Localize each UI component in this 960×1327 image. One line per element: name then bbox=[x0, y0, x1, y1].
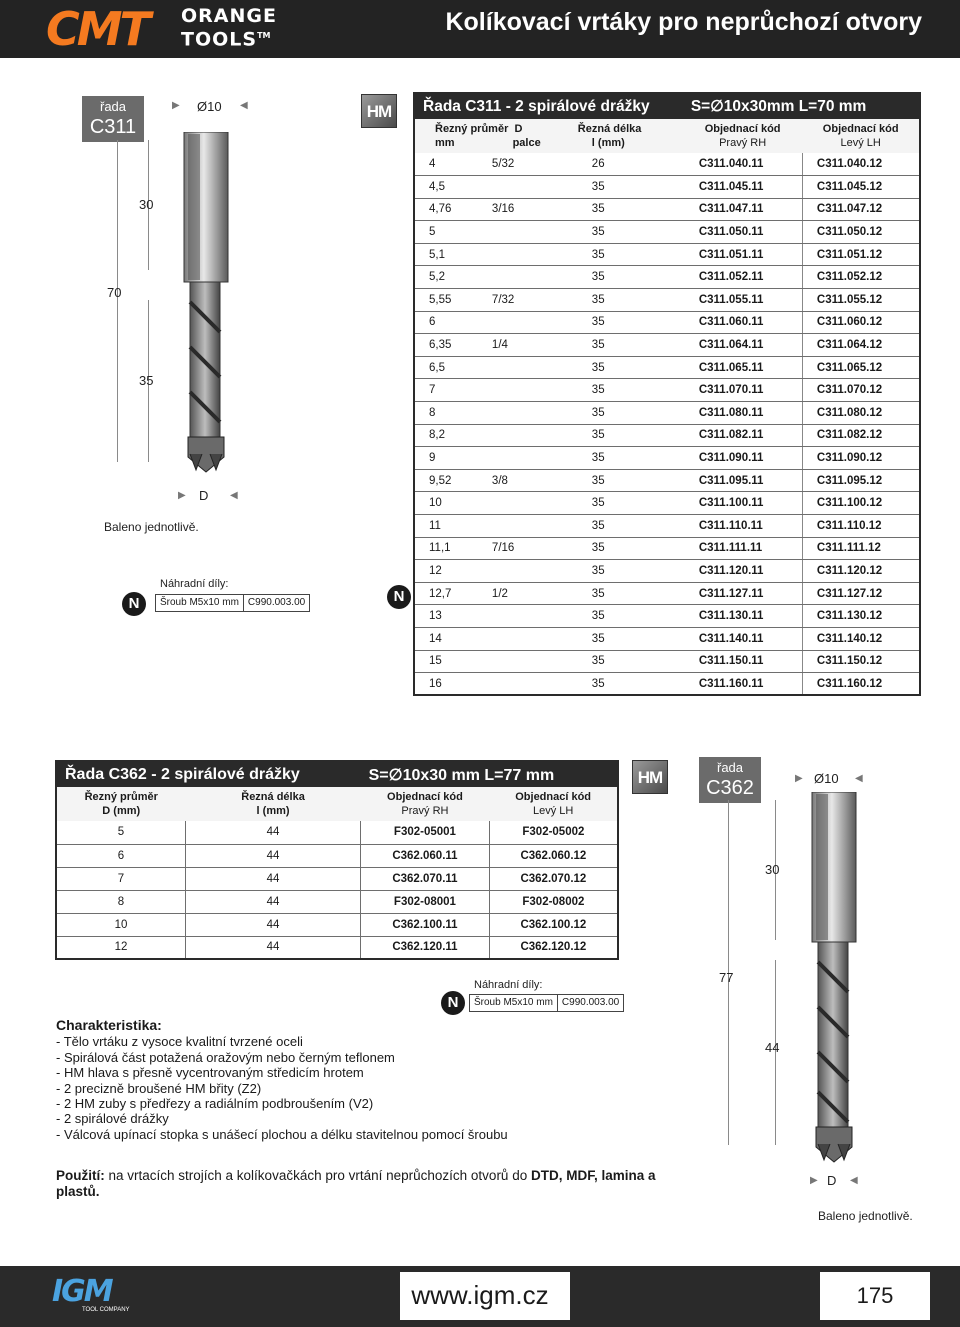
table-row bbox=[414, 424, 920, 447]
table-header-row bbox=[414, 119, 920, 153]
cell-code-lh: F302-08002 bbox=[489, 890, 618, 913]
cell-length: 35 bbox=[562, 582, 683, 605]
series-label: řada bbox=[716, 760, 744, 775]
cell-diameter-mm: 5,55 bbox=[414, 289, 484, 312]
table-row bbox=[56, 890, 618, 913]
cell-diameter-mm: 7 bbox=[414, 379, 484, 402]
brand-tm: TM bbox=[257, 31, 271, 40]
cell-code-lh: F302-05002 bbox=[489, 821, 618, 844]
characteristics-item: - 2 precizně broušené HM břity (Z2) bbox=[56, 1080, 262, 1096]
c362-spare-part-row bbox=[469, 994, 624, 1012]
cell-code-rh: C311.050.11 bbox=[683, 221, 803, 244]
cell-code-rh: C311.051.11 bbox=[683, 243, 803, 266]
table-row bbox=[414, 469, 920, 492]
cell-length: 35 bbox=[562, 379, 683, 402]
cell-code-rh: C311.127.11 bbox=[683, 582, 803, 605]
c311-series-box bbox=[82, 96, 144, 142]
table-row bbox=[56, 936, 618, 959]
cell-code-lh: C311.110.12 bbox=[802, 515, 920, 538]
cell-length: 35 bbox=[562, 673, 683, 696]
col-header-diameter: Řezný průměr D mm palce bbox=[414, 119, 562, 153]
series-code: C311 bbox=[89, 116, 137, 138]
col-header-lh: Objednací kód Levý LH bbox=[489, 787, 618, 821]
table-row bbox=[56, 867, 618, 890]
page-number: 175 bbox=[820, 1272, 930, 1320]
cell-code-rh: C311.065.11 bbox=[683, 356, 803, 379]
cell-code-rh: F302-08001 bbox=[361, 890, 490, 913]
c362-table bbox=[55, 760, 619, 960]
c311-packaging-note: Baleno jednotlivě. bbox=[104, 520, 199, 534]
table-row bbox=[414, 515, 920, 538]
cell-diameter-inch bbox=[484, 515, 562, 538]
cell-code-rh: C311.040.11 bbox=[683, 153, 803, 176]
col-header-length: Řezná délka l (mm) bbox=[185, 787, 360, 821]
cell-code-lh: C311.065.12 bbox=[802, 356, 920, 379]
cell-code-lh: C311.040.12 bbox=[802, 153, 920, 176]
cell-diameter-inch bbox=[484, 673, 562, 696]
cell-length: 44 bbox=[185, 867, 360, 890]
table-title-row bbox=[414, 93, 920, 119]
c362-series-box bbox=[699, 757, 761, 803]
cell-diameter-inch bbox=[484, 492, 562, 515]
cell-diameter-mm: 11 bbox=[414, 515, 484, 538]
cell-length: 35 bbox=[562, 605, 683, 628]
cell-code-rh: C311.064.11 bbox=[683, 334, 803, 357]
cell-length: 35 bbox=[562, 402, 683, 425]
c362-shank-diameter: Ø10 bbox=[814, 771, 839, 786]
cell-diameter-inch: 5/32 bbox=[484, 153, 562, 176]
c311-dim-d: D bbox=[199, 488, 209, 503]
cell-diameter-inch bbox=[484, 311, 562, 334]
c362-dim-77: 77 bbox=[719, 970, 734, 985]
table-row bbox=[56, 821, 618, 844]
series-label: řada bbox=[99, 99, 127, 114]
cell-diameter-inch bbox=[484, 379, 562, 402]
cell-code-lh: C311.080.12 bbox=[802, 402, 920, 425]
cell-code-lh: C311.082.12 bbox=[802, 424, 920, 447]
cell-code-rh: C311.090.11 bbox=[683, 447, 803, 470]
cell-code-lh: C311.045.12 bbox=[802, 176, 920, 199]
n-icon: N bbox=[441, 991, 465, 1015]
website-link[interactable]: www.igm.cz bbox=[411, 1280, 549, 1310]
cell-diameter-inch: 7/32 bbox=[484, 289, 562, 312]
cell-length: 44 bbox=[185, 821, 360, 844]
table-row bbox=[56, 844, 618, 867]
arrow-right-icon: ▶ bbox=[810, 1175, 818, 1186]
cell-diameter-mm: 11,1 bbox=[414, 537, 484, 560]
table-row bbox=[414, 627, 920, 650]
hm-logo: HM bbox=[361, 94, 397, 128]
cell-length: 35 bbox=[562, 469, 683, 492]
cell-diameter-inch: 3/8 bbox=[484, 469, 562, 492]
c362-spare-parts-label: Náhradní díly: bbox=[474, 979, 543, 991]
cell-code-rh: C311.160.11 bbox=[683, 673, 803, 696]
cell-diameter: 5 bbox=[56, 821, 185, 844]
table-spec: S=∅10x30 mm L=77 mm bbox=[361, 761, 618, 787]
usage-text: na vrtacích strojích a kolíkovačkách pro vrtání neprůchozích otvorů do bbox=[104, 1168, 531, 1183]
c311-dim-30: 30 bbox=[139, 197, 154, 212]
table-row bbox=[414, 221, 920, 244]
c362-dim-d: D bbox=[827, 1173, 837, 1188]
arrow-left-icon: ◀ bbox=[855, 773, 863, 784]
table-row bbox=[414, 289, 920, 312]
c362-packaging-note: Baleno jednotlivě. bbox=[818, 1209, 913, 1223]
cell-diameter: 7 bbox=[56, 867, 185, 890]
table-row bbox=[414, 243, 920, 266]
col-header-length: Řezná délka l (mm) bbox=[562, 119, 683, 153]
c362-drill-image bbox=[806, 792, 862, 1167]
cell-diameter-mm: 4,5 bbox=[414, 176, 484, 199]
c311-dim-70: 70 bbox=[107, 285, 122, 300]
cell-diameter-mm: 12 bbox=[414, 560, 484, 583]
usage-label: Použití: bbox=[56, 1168, 105, 1183]
cell-diameter-mm: 15 bbox=[414, 650, 484, 673]
cell-code-lh: C362.100.12 bbox=[489, 913, 618, 936]
cell-diameter-mm: 8,2 bbox=[414, 424, 484, 447]
cell-length: 35 bbox=[562, 176, 683, 199]
cell-code-lh: C311.064.12 bbox=[802, 334, 920, 357]
cell-code-rh: C311.047.11 bbox=[683, 198, 803, 221]
cell-diameter: 6 bbox=[56, 844, 185, 867]
characteristics-title: Charakteristika: bbox=[56, 1017, 162, 1033]
cell-code-lh: C362.070.12 bbox=[489, 867, 618, 890]
table-row bbox=[414, 402, 920, 425]
cell-code-rh: C311.060.11 bbox=[683, 311, 803, 334]
table-row bbox=[414, 560, 920, 583]
cell-diameter-inch bbox=[484, 243, 562, 266]
table-row bbox=[414, 605, 920, 628]
table-row bbox=[414, 650, 920, 673]
cell-code-rh: C311.100.11 bbox=[683, 492, 803, 515]
cell-length: 35 bbox=[562, 243, 683, 266]
cell-diameter-inch bbox=[484, 424, 562, 447]
cell-code-lh: C311.095.12 bbox=[802, 469, 920, 492]
cell-code-lh: C311.047.12 bbox=[802, 198, 920, 221]
col-header-rh: Objednací kód Pravý RH bbox=[683, 119, 803, 153]
cell-diameter-inch bbox=[484, 605, 562, 628]
cell-diameter-inch bbox=[484, 447, 562, 470]
cell-diameter-mm: 6 bbox=[414, 311, 484, 334]
cell-code-rh: C311.082.11 bbox=[683, 424, 803, 447]
table-title: Řada C311 - 2 spirálové drážky bbox=[414, 93, 683, 119]
n-icon: N bbox=[387, 585, 411, 609]
n-icon: N bbox=[122, 592, 146, 616]
cell-diameter-inch: 3/16 bbox=[484, 198, 562, 221]
cell-diameter-mm: 4 bbox=[414, 153, 484, 176]
cell-diameter-inch bbox=[484, 402, 562, 425]
cell-length: 35 bbox=[562, 650, 683, 673]
cell-length: 35 bbox=[562, 627, 683, 650]
brand-line-1: ORANGE bbox=[181, 5, 277, 27]
cell-code-lh: C311.111.12 bbox=[802, 537, 920, 560]
cell-code-lh: C311.100.12 bbox=[802, 492, 920, 515]
cell-code-lh: C311.160.12 bbox=[802, 673, 920, 696]
characteristics-item: - 2 spirálové drážky bbox=[56, 1111, 169, 1127]
cell-length: 35 bbox=[562, 289, 683, 312]
cell-code-lh: C311.052.12 bbox=[802, 266, 920, 289]
cell-length: 35 bbox=[562, 198, 683, 221]
cell-length: 44 bbox=[185, 913, 360, 936]
hm-logo: HM bbox=[632, 760, 668, 794]
cell-length: 35 bbox=[562, 334, 683, 357]
cell-length: 35 bbox=[562, 221, 683, 244]
cell-diameter-inch bbox=[484, 266, 562, 289]
cell-diameter-mm: 10 bbox=[414, 492, 484, 515]
arrow-right-icon: ▶ bbox=[178, 490, 186, 501]
characteristics-item: - HM hlava s přesně vycentrovaným středicím hrotem bbox=[56, 1065, 364, 1081]
spare-part-code: C990.003.00 bbox=[243, 595, 309, 611]
cell-diameter-mm: 16 bbox=[414, 673, 484, 696]
usage-materials: DTD, MDF, lamina a plastů. bbox=[56, 1168, 656, 1199]
cell-diameter-mm: 6,5 bbox=[414, 356, 484, 379]
orange-tools-logo bbox=[181, 6, 277, 49]
characteristics-item: - Spirálová část potažená oražovým nebo černým teflonem bbox=[56, 1049, 395, 1065]
page-title: Kolíkovací vrtáky pro neprůchozí otvory bbox=[445, 8, 922, 36]
arrow-left-icon: ◀ bbox=[850, 1175, 858, 1186]
cell-length: 44 bbox=[185, 936, 360, 959]
table-row bbox=[56, 913, 618, 936]
cell-code-lh: C311.070.12 bbox=[802, 379, 920, 402]
cell-diameter-inch bbox=[484, 221, 562, 244]
cell-code-lh: C311.060.12 bbox=[802, 311, 920, 334]
table-row bbox=[414, 537, 920, 560]
arrow-left-icon: ◀ bbox=[230, 490, 238, 501]
cell-length: 35 bbox=[562, 356, 683, 379]
cell-length: 35 bbox=[562, 492, 683, 515]
cell-diameter-inch bbox=[484, 560, 562, 583]
cell-code-rh: C362.070.11 bbox=[361, 867, 490, 890]
cell-code-lh: C311.090.12 bbox=[802, 447, 920, 470]
characteristics-item: - 2 HM zuby s předřezy a radiálním podbroušením (V2) bbox=[56, 1096, 374, 1112]
cell-length: 26 bbox=[562, 153, 683, 176]
characteristics-item: - Válcová upínací stopka s unášecí plochou a délku stavitelnou pomocí šroubu bbox=[56, 1126, 508, 1142]
c311-dim-line-70 bbox=[117, 140, 118, 462]
cell-length: 35 bbox=[562, 311, 683, 334]
table-row bbox=[414, 266, 920, 289]
cell-diameter: 8 bbox=[56, 890, 185, 913]
table-row bbox=[414, 176, 920, 199]
table-row bbox=[414, 334, 920, 357]
c311-shank-diameter: Ø10 bbox=[197, 99, 222, 114]
cell-diameter-mm: 5,2 bbox=[414, 266, 484, 289]
c311-spare-parts-label: Náhradní díly: bbox=[160, 578, 229, 590]
cell-diameter-mm: 6,35 bbox=[414, 334, 484, 357]
cell-length: 35 bbox=[562, 560, 683, 583]
cell-diameter-mm: 14 bbox=[414, 627, 484, 650]
table-row bbox=[414, 492, 920, 515]
cell-code-lh: C362.120.12 bbox=[489, 936, 618, 959]
spare-part-item: Šroub M5x10 mm bbox=[160, 597, 239, 608]
cell-code-rh: C311.111.11 bbox=[683, 537, 803, 560]
cell-diameter-mm: 9,52 bbox=[414, 469, 484, 492]
series-code: C362 bbox=[706, 777, 754, 799]
cell-code-lh: C311.150.12 bbox=[802, 650, 920, 673]
cell-code-rh: C311.110.11 bbox=[683, 515, 803, 538]
cell-code-rh: C362.100.11 bbox=[361, 913, 490, 936]
cell-length: 35 bbox=[562, 515, 683, 538]
cell-diameter-inch bbox=[484, 627, 562, 650]
table-row bbox=[414, 673, 920, 696]
cell-code-rh: C311.140.11 bbox=[683, 627, 803, 650]
cell-code-lh: C311.050.12 bbox=[802, 221, 920, 244]
cell-diameter-mm: 12,7 bbox=[414, 582, 484, 605]
cell-length: 44 bbox=[185, 844, 360, 867]
cell-diameter: 12 bbox=[56, 936, 185, 959]
table-title-row bbox=[56, 761, 618, 787]
table-row bbox=[414, 153, 920, 176]
cell-code-rh: C311.055.11 bbox=[683, 289, 803, 312]
cell-code-lh: C311.130.12 bbox=[802, 605, 920, 628]
col-header-diameter: Řezný průměr D (mm) bbox=[56, 787, 185, 821]
c311-drill-image bbox=[178, 132, 234, 477]
arrow-right-icon: ▶ bbox=[172, 100, 180, 111]
cell-length: 35 bbox=[562, 266, 683, 289]
cell-code-rh: C311.070.11 bbox=[683, 379, 803, 402]
cell-code-rh: C311.120.11 bbox=[683, 560, 803, 583]
header-bar bbox=[0, 0, 960, 58]
cell-diameter-inch bbox=[484, 356, 562, 379]
cell-diameter-mm: 5 bbox=[414, 221, 484, 244]
cmt-logo: CMT bbox=[46, 2, 148, 56]
cell-code-lh: C311.120.12 bbox=[802, 560, 920, 583]
cell-diameter-inch bbox=[484, 650, 562, 673]
cell-length: 35 bbox=[562, 537, 683, 560]
spare-part-code: C990.003.00 bbox=[557, 995, 623, 1011]
characteristics-item: - Tělo vrtáku z vysoce kvalitní tvrzené oceli bbox=[56, 1034, 303, 1050]
cell-code-rh: C311.095.11 bbox=[683, 469, 803, 492]
col-header-rh: Objednací kód Pravý RH bbox=[361, 787, 490, 821]
cell-length: 35 bbox=[562, 424, 683, 447]
cell-code-lh: C311.055.12 bbox=[802, 289, 920, 312]
cell-length: 35 bbox=[562, 447, 683, 470]
usage-note bbox=[56, 1168, 666, 1200]
table-row bbox=[414, 356, 920, 379]
cell-diameter-mm: 4,76 bbox=[414, 198, 484, 221]
col-header-lh: Objednací kód Levý LH bbox=[802, 119, 920, 153]
cell-code-rh: F302-05001 bbox=[361, 821, 490, 844]
table-row bbox=[414, 311, 920, 334]
cell-code-lh: C311.140.12 bbox=[802, 627, 920, 650]
table-row bbox=[414, 582, 920, 605]
igm-logo-subtitle: TOOL COMPANY bbox=[82, 1307, 130, 1313]
c311-spare-part-row bbox=[155, 594, 310, 612]
cell-code-rh: C362.120.11 bbox=[361, 936, 490, 959]
cell-diameter-inch: 1/2 bbox=[484, 582, 562, 605]
cell-diameter: 10 bbox=[56, 913, 185, 936]
cell-diameter-inch: 1/4 bbox=[484, 334, 562, 357]
igm-logo: IGM bbox=[52, 1274, 112, 1309]
table-title: Řada C362 - 2 spirálové drážky bbox=[56, 761, 361, 787]
c362-dim-44: 44 bbox=[765, 1040, 780, 1055]
table-row bbox=[414, 198, 920, 221]
spare-part-item: Šroub M5x10 mm bbox=[474, 997, 553, 1008]
cell-code-rh: C311.080.11 bbox=[683, 402, 803, 425]
table-row bbox=[414, 447, 920, 470]
cell-diameter-inch: 7/16 bbox=[484, 537, 562, 560]
cell-length: 44 bbox=[185, 890, 360, 913]
cell-code-rh: C311.130.11 bbox=[683, 605, 803, 628]
cell-code-lh: C311.051.12 bbox=[802, 243, 920, 266]
characteristics-section bbox=[56, 1018, 676, 1142]
brand-line-2: TOOLS bbox=[181, 28, 258, 51]
cell-diameter-mm: 9 bbox=[414, 447, 484, 470]
cell-code-rh: C311.052.11 bbox=[683, 266, 803, 289]
table-spec: S=∅10x30mm L=70 mm bbox=[683, 93, 920, 119]
cell-code-rh: C362.060.11 bbox=[361, 844, 490, 867]
arrow-left-icon: ◀ bbox=[240, 100, 248, 111]
arrow-right-icon: ▶ bbox=[795, 773, 803, 784]
c311-dim-35: 35 bbox=[139, 373, 154, 388]
cell-diameter-mm: 13 bbox=[414, 605, 484, 628]
cell-diameter-mm: 8 bbox=[414, 402, 484, 425]
c311-table bbox=[413, 92, 921, 696]
cell-diameter-mm: 5,1 bbox=[414, 243, 484, 266]
cell-code-lh: C311.127.12 bbox=[802, 582, 920, 605]
table-header-row bbox=[56, 787, 618, 821]
table-row bbox=[414, 379, 920, 402]
c362-dim-30: 30 bbox=[765, 862, 780, 877]
cell-diameter-inch bbox=[484, 176, 562, 199]
cell-code-lh: C362.060.12 bbox=[489, 844, 618, 867]
c362-table-body bbox=[56, 821, 618, 959]
cell-code-rh: C311.150.11 bbox=[683, 650, 803, 673]
cell-code-rh: C311.045.11 bbox=[683, 176, 803, 199]
c311-table-body bbox=[414, 153, 920, 695]
